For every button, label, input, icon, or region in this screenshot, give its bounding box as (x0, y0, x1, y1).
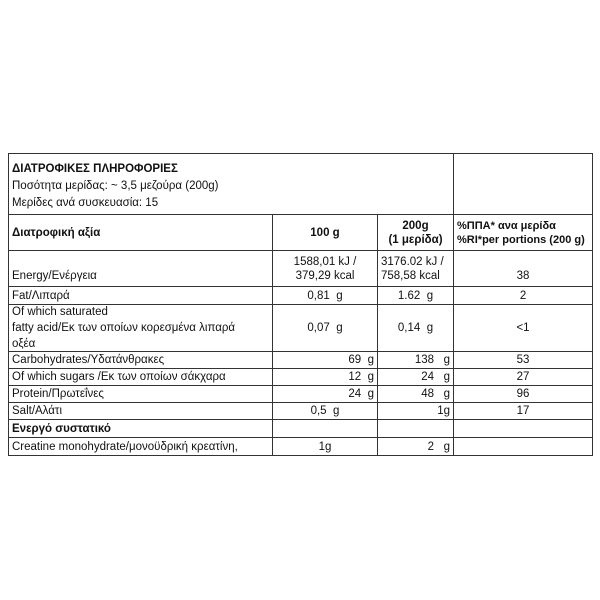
servings-per-pack: Μερίδες ανά συσκευασία: 15 (12, 197, 159, 209)
header-ri: %ΠΠΑ* ανα μερίδα %RI*per portions (200 g) (454, 215, 593, 251)
salt-serving: 1g (378, 403, 454, 420)
saturated-serving: 0,14 g (378, 305, 454, 352)
carbs-100g: 69 g (273, 352, 378, 369)
energy-ri: 38 (454, 251, 593, 287)
fat-serving: 1.62 g (378, 287, 454, 305)
info-empty-cell (454, 154, 593, 215)
info-row (9, 154, 593, 215)
creatine-serving: 2 g (378, 438, 454, 456)
sugars-serving: 24 g (378, 369, 454, 386)
creatine-100g: 1g (273, 438, 378, 456)
protein-100g: 24 g (273, 386, 378, 403)
creatine-label: Creatine monohydrate/μονοϋδρική κρεατίνη, (9, 438, 273, 456)
nutrition-title: ΔΙΑΤΡΟΦΙΚΕΣ ΠΛΗΡΟΦΟΡΙΕΣ (12, 163, 178, 175)
fat-ri: 2 (454, 287, 593, 305)
protein-ri: 96 (454, 386, 593, 403)
protein-label: Protein/Πρωτεΐνες (9, 386, 273, 403)
energy-label: Energy/Ενέργεια (9, 251, 273, 287)
saturated-100g: 0,07 g (273, 305, 378, 352)
serving-size: Ποσότητα μερίδας: ~ 3,5 μεζούρα (200g) (12, 180, 219, 192)
table-row-carbs (9, 352, 593, 369)
nutrition-table (8, 153, 593, 456)
carbs-ri: 53 (454, 352, 593, 369)
sugars-100g: 12 g (273, 369, 378, 386)
salt-ri: 17 (454, 403, 593, 420)
saturated-ri: <1 (454, 305, 593, 352)
active-heading: Ενεργό συστατικό (9, 420, 273, 438)
info-cell (9, 154, 454, 215)
salt-label: Salt/Αλάτι (9, 403, 273, 420)
table-row-sugars (9, 369, 593, 386)
header-100g: 100 g (273, 215, 378, 251)
table-row-saturated (9, 305, 593, 352)
fat-label: Fat/Λιπαρά (9, 287, 273, 305)
carbs-label: Carbohydrates/Υδατάνθρακες (9, 352, 273, 369)
energy-100g: 1588,01 kJ / 379,29 kcal (273, 251, 378, 287)
fat-100g: 0,81 g (273, 287, 378, 305)
table-row-salt (9, 403, 593, 420)
table-row-creatine (9, 438, 593, 456)
carbs-serving: 138 g (378, 352, 454, 369)
table-row-fat (9, 287, 593, 305)
saturated-label: Of which saturated fatty acid/Εκ των οποίων κορεσμένα λιπαρά οξέα (9, 305, 273, 352)
protein-serving: 48 g (378, 386, 454, 403)
header-serving: 200g (1 μερίδα) (378, 215, 454, 251)
sugars-label: Of which sugars /Εκ των οποίων σάκχαρα (9, 369, 273, 386)
table-row-energy (9, 251, 593, 287)
table-row-active-heading (9, 420, 593, 438)
header-row (9, 215, 593, 251)
table-row-protein (9, 386, 593, 403)
salt-100g: 0,5 g (273, 403, 378, 420)
energy-serving: 3176.02 kJ / 758,58 kcal (378, 251, 454, 287)
sugars-ri: 27 (454, 369, 593, 386)
header-label: Διατροφική αξία (9, 215, 273, 251)
